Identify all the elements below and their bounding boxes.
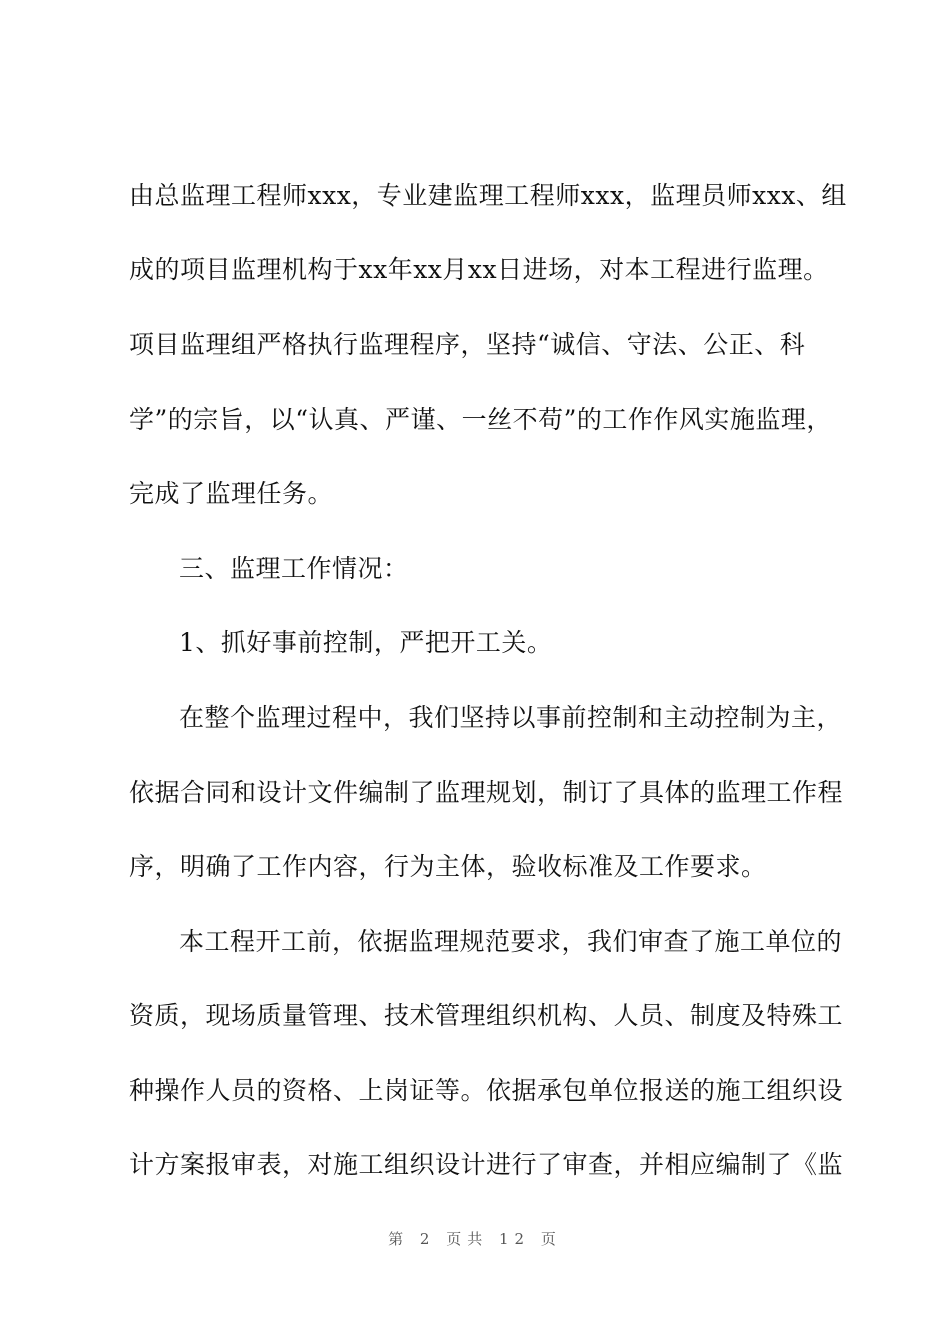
page-number-footer: 第 2 页共 12 页 [388,1230,562,1248]
text-line-3: 项目监理组严格执行监理程序，坚持“诚信、守法、公正、科 [129,330,806,359]
text-line-13: 种操作人员的资格、上岗证等。依据承包单位报送的施工组织设 [129,1076,844,1105]
text-line-11: 本工程开工前，依据监理规范要求，我们审查了施工单位的 [179,927,843,956]
text-line-4: 学”的宗旨，以“认真、严谨、一丝不苟”的工作作风实施监理， [129,405,832,434]
text-line-9: 依据合同和设计文件编制了监理规划，制订了具体的监理工作程 [129,778,844,807]
text-line-12: 资质，现场质量管理、技术管理组织机构、人员、制度及特殊工 [129,1001,844,1030]
text-line-2: 成的项目监理机构于xx年xx月xx日进场，对本工程进行监理。 [129,255,829,284]
text-line-1: 由总监理工程师xxx，专业建监理工程师xxx，监理员师xxx、组 [129,181,847,210]
subsection-heading: 1、抓好事前控制，严把开工关。 [179,628,553,657]
text-line-14: 计方案报审表，对施工组织设计进行了审查，并相应编制了《监 [129,1150,844,1179]
text-line-10: 序，明确了工作内容，行为主体，验收标准及工作要求。 [129,852,767,881]
text-line-5: 完成了监理任务。 [129,479,334,508]
section-heading: 三、监理工作情况： [179,554,409,583]
text-line-8: 在整个监理过程中，我们坚持以事前控制和主动控制为主， [179,703,843,732]
